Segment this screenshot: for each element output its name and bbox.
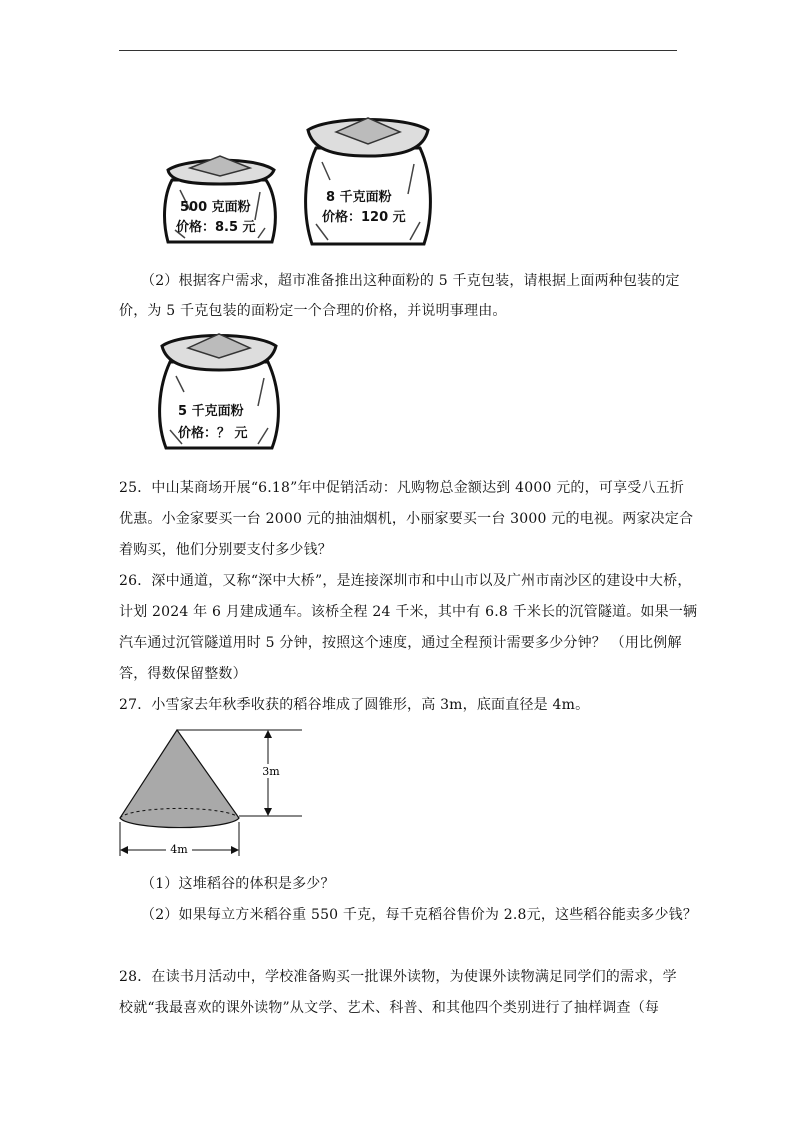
small-bag-line1: 500 克面粉 <box>180 200 251 215</box>
flour-bag-500g <box>160 150 280 248</box>
q28-line1: 28．在读书月活动中，学校准备购买一批课外读物，为使课外读物满足同学们的需求，学 <box>119 969 677 985</box>
small-bag-line2: 价格：8.5 元 <box>176 220 256 235</box>
q27-part2: （2）如果每立方米稻谷重 550 千克，每千克稻谷售价为 2.8元，这些稻谷能卖多少钱？ <box>141 907 698 923</box>
q26-line3: 汽车通过沉管隧道用时 5 分钟，按照这个速度，通过全程预计需要多少分钟？ （用比例解 <box>119 635 682 651</box>
height-label: 3m <box>262 765 280 778</box>
large-bag-line2: 价格：120 元 <box>322 210 406 225</box>
large-bag-line1: 8 千克面粉 <box>326 190 392 205</box>
diameter-label: 4m <box>170 843 188 856</box>
q27-part1: （1）这堆稻谷的体积是多少？ <box>141 876 335 892</box>
q26-line1: 26．深中通道，又称“深中大桥”，是连接深圳市和中山市以及广州市南沙区的建设中大桥， <box>119 573 692 589</box>
q25-line1: 25．中山某商场开展“6.18”年中促销活动：凡购物总金额达到 4000 元的，可享受八五折 <box>119 480 685 496</box>
q25-line2: 优惠。小金家要买一台 2000 元的抽油烟机，小丽家要买一台 3000 元的电视。两家决定合 <box>119 511 694 527</box>
arrow-up-icon <box>264 730 272 738</box>
q24-part2-line1: （2）根据客户需求，超市准备推出这种面粉的 5 千克包装，请根据上面两种包装的定 <box>141 273 680 289</box>
q26-line4: 答，得数保留整数） <box>119 666 247 682</box>
arrow-right-icon <box>231 846 239 854</box>
flour-bag-icon <box>302 114 434 250</box>
question-bag-line1: 5 千克面粉 <box>178 404 244 419</box>
question-bag-line2: 价格：？ 元 <box>178 426 248 441</box>
q25-line3: 着购买，他们分别要支付多少钱？ <box>119 542 332 558</box>
q28-line2: 校就“我最喜欢的课外读物”从文学、艺术、科普、和其他四个类别进行了抽样调查（每 <box>119 1000 660 1016</box>
q27-line1: 27．小雪家去年秋季收获的稻谷堆成了圆锥形，高 3m，底面直径是 4m。 <box>119 697 590 713</box>
q26-line2: 计划 2024 年 6 月建成通车。该桥全程 24 千米，其中有 6.8 千米长的沉管隧道。如果一辆 <box>119 604 698 620</box>
header-rule <box>119 50 677 51</box>
arrow-left-icon <box>120 846 128 854</box>
cone-diagram <box>118 726 308 864</box>
q24-part2-line2: 价，为 5 千克包装的面粉定一个合理的价格，并说明事理由。 <box>119 303 507 319</box>
flour-bag-8kg <box>302 114 434 250</box>
flour-bag-5kg <box>156 330 282 454</box>
cone-shape <box>120 730 239 828</box>
arrow-down-icon <box>264 808 272 816</box>
